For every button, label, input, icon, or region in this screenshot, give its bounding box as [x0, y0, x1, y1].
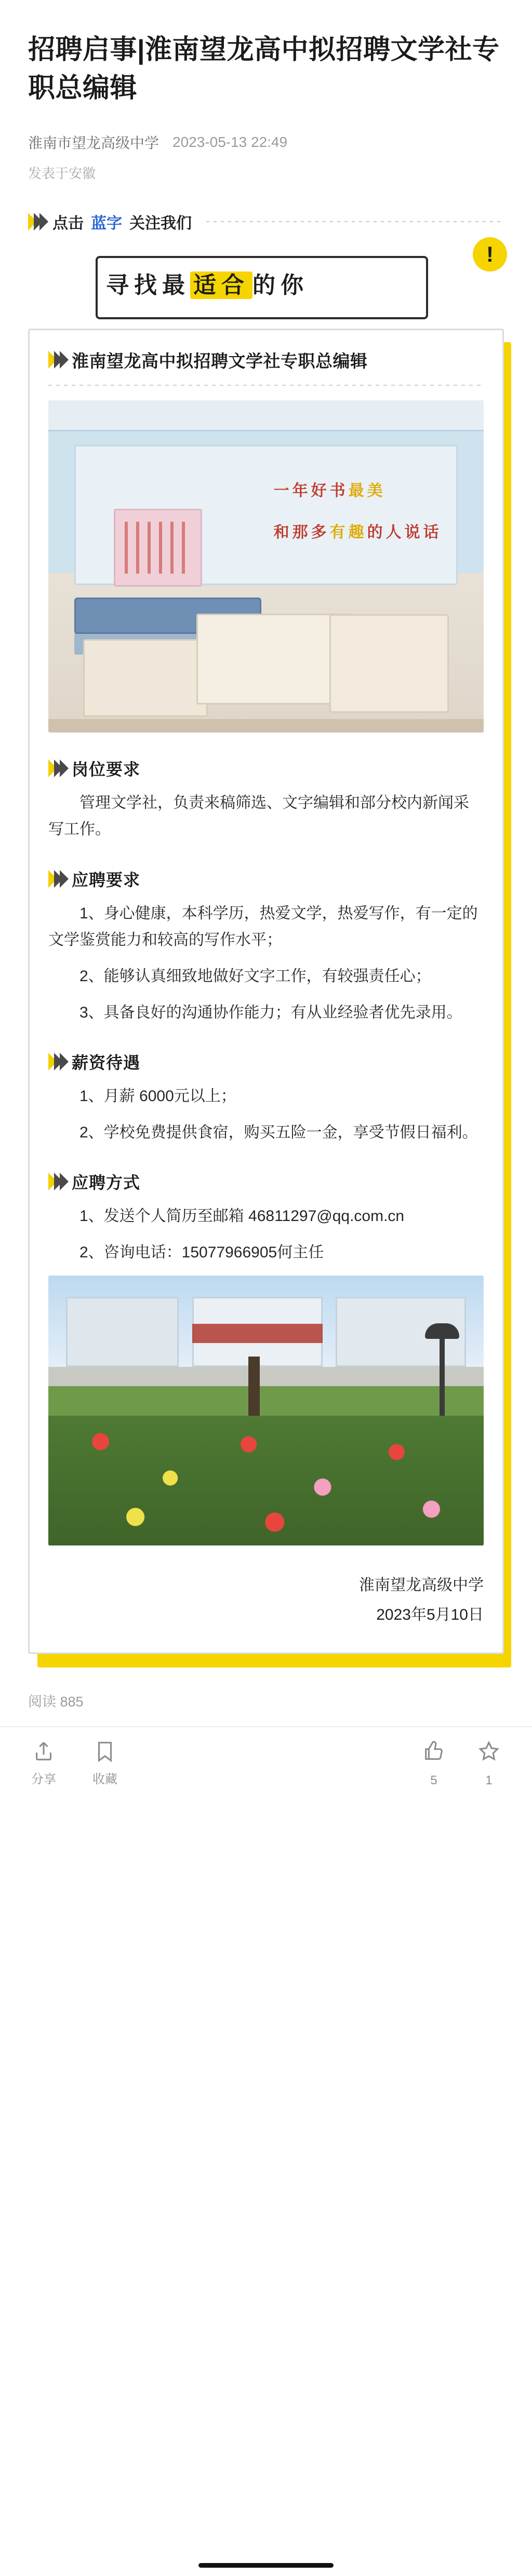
wall-slogan-line-1 [274, 478, 386, 500]
hedge [48, 1386, 484, 1416]
chevron-right-icon [39, 213, 48, 231]
follow-blue-label[interactable]: 蓝字 [91, 214, 122, 232]
section-heading [48, 1050, 484, 1074]
wall-art [114, 509, 202, 587]
ceiling [48, 400, 484, 431]
content-card-wrapper [28, 329, 504, 1675]
favorite-button[interactable] [92, 1740, 117, 1787]
floor [48, 719, 484, 733]
signature-block [48, 1570, 484, 1630]
exclamation-badge-icon: ! [473, 237, 507, 272]
campus-garden-photo [48, 1276, 484, 1545]
card-title: 淮南望龙高中拟招聘文学社专职总编辑 [72, 351, 368, 371]
chevron-group-icon [48, 1053, 65, 1070]
card-divider [48, 385, 484, 386]
chevron-right-icon [60, 1173, 69, 1190]
banner-graphic [28, 241, 504, 329]
section-title: 岗位要求 [72, 760, 141, 779]
star-count: 1 [485, 1773, 493, 1787]
section-paragraph: 2、能够认真细致地做好文字工作，有较强责任心； [79, 968, 431, 985]
section-title: 应聘要求 [72, 870, 141, 889]
banner-char-5: 的你 [252, 272, 309, 298]
favorite-label: 收藏 [92, 1772, 117, 1787]
section-heading [48, 867, 484, 891]
banner-char-1: 寻 [106, 272, 134, 298]
section-paragraph: 管理文学社，负责来稿筛选、文字编辑和部分校内新闻采写工作。 [48, 794, 469, 838]
banner-highlight: 适合 [190, 272, 252, 299]
wall-slogan-line-2 [274, 519, 442, 542]
follow-click-label: 点击 [52, 214, 84, 232]
bottom-toolbar [0, 1727, 532, 1800]
wall-slogan-part-accent: 有趣 [329, 523, 367, 541]
section-paragraph: 1、月薪 6000元以上； [79, 1088, 236, 1105]
page-title: 招聘启事|淮南望龙高中拟招聘文学社专职总编辑 [28, 35, 500, 103]
publish-location: 发表于安徽 [28, 165, 96, 181]
desk [83, 639, 208, 717]
read-count-block [0, 1690, 532, 1711]
read-count: 阅读 885 [28, 1693, 84, 1710]
chevron-group-icon [48, 1173, 65, 1190]
author-name[interactable]: 淮南市望龙高级中学 [28, 134, 159, 151]
toolbar-right-group [422, 1739, 501, 1788]
chevron-group-icon [48, 760, 65, 777]
desk [329, 614, 449, 713]
chevron-right-icon [60, 870, 69, 888]
section-paragraph: 1、身心健康，本科学历，热爱文学，热爱写作，有一定的文学鉴赏能力和较高的写作水平； [48, 904, 478, 949]
desk [196, 614, 352, 704]
article-meta [28, 132, 504, 153]
wall-slogan-part-accent: 最美 [348, 482, 386, 499]
section-title: 应聘方式 [72, 1173, 141, 1192]
classroom-photo [48, 400, 484, 733]
wall-slogan-part: 一年好书 [273, 482, 349, 499]
chevron-right-icon [60, 760, 69, 777]
follow-prompt [28, 210, 504, 233]
bookmark-icon [93, 1740, 117, 1764]
flower-bed [48, 1416, 484, 1545]
thumbs-up-icon [422, 1739, 446, 1763]
building-banner [192, 1324, 323, 1343]
article-header [0, 0, 532, 182]
like-count: 5 [430, 1773, 437, 1787]
follow-tail-label: 关注我们 [129, 214, 192, 232]
like-button[interactable] [422, 1739, 446, 1788]
banner-char-3: 最 [162, 272, 190, 298]
section-paragraph: 2、学校免费提供食宿，购买五险一金，享受节假日福利。 [79, 1123, 478, 1141]
share-label: 分享 [31, 1772, 56, 1787]
card-title-row [48, 348, 484, 385]
banner-char-2: 找 [134, 272, 162, 298]
garden-illustration [48, 1276, 484, 1545]
section-paragraph: 3、具备良好的沟通协作能力；有从业经验者优先录用。 [79, 1004, 462, 1021]
section-paragraph: 1、发送个人简历至邮箱 46811297@qq.com.cn [79, 1208, 405, 1225]
share-icon [32, 1740, 56, 1764]
content-card [28, 329, 504, 1654]
chevron-group-icon [48, 870, 65, 888]
chevron-group-icon [28, 213, 45, 231]
share-button[interactable] [31, 1740, 56, 1787]
section-title: 薪资待遇 [72, 1053, 141, 1073]
signature-date: 2023年5月10日 [376, 1606, 484, 1623]
street-lamp [440, 1335, 445, 1421]
publish-date: 2023-05-13 22:49 [172, 133, 288, 150]
wall-slogan-part: 和那多 [273, 523, 330, 541]
dotted-rule [206, 221, 504, 222]
feature-wall [74, 445, 457, 585]
banner-text [106, 266, 309, 300]
classroom-illustration [48, 400, 484, 733]
wall-slogan-part: 的人说话 [367, 523, 442, 541]
star-button[interactable] [477, 1739, 501, 1788]
section-heading [48, 756, 484, 780]
road [48, 1367, 484, 1386]
signature-org: 淮南望龙高级中学 [359, 1576, 484, 1594]
chevron-right-icon [60, 351, 69, 369]
section-paragraph: 2、咨询电话：15077966905何主任 [79, 1244, 324, 1261]
chevron-right-icon [60, 1053, 69, 1070]
home-indicator [198, 2563, 334, 2568]
section-heading [48, 1170, 484, 1194]
building [66, 1297, 179, 1367]
star-icon [477, 1739, 501, 1763]
chevron-group-icon [48, 351, 65, 369]
